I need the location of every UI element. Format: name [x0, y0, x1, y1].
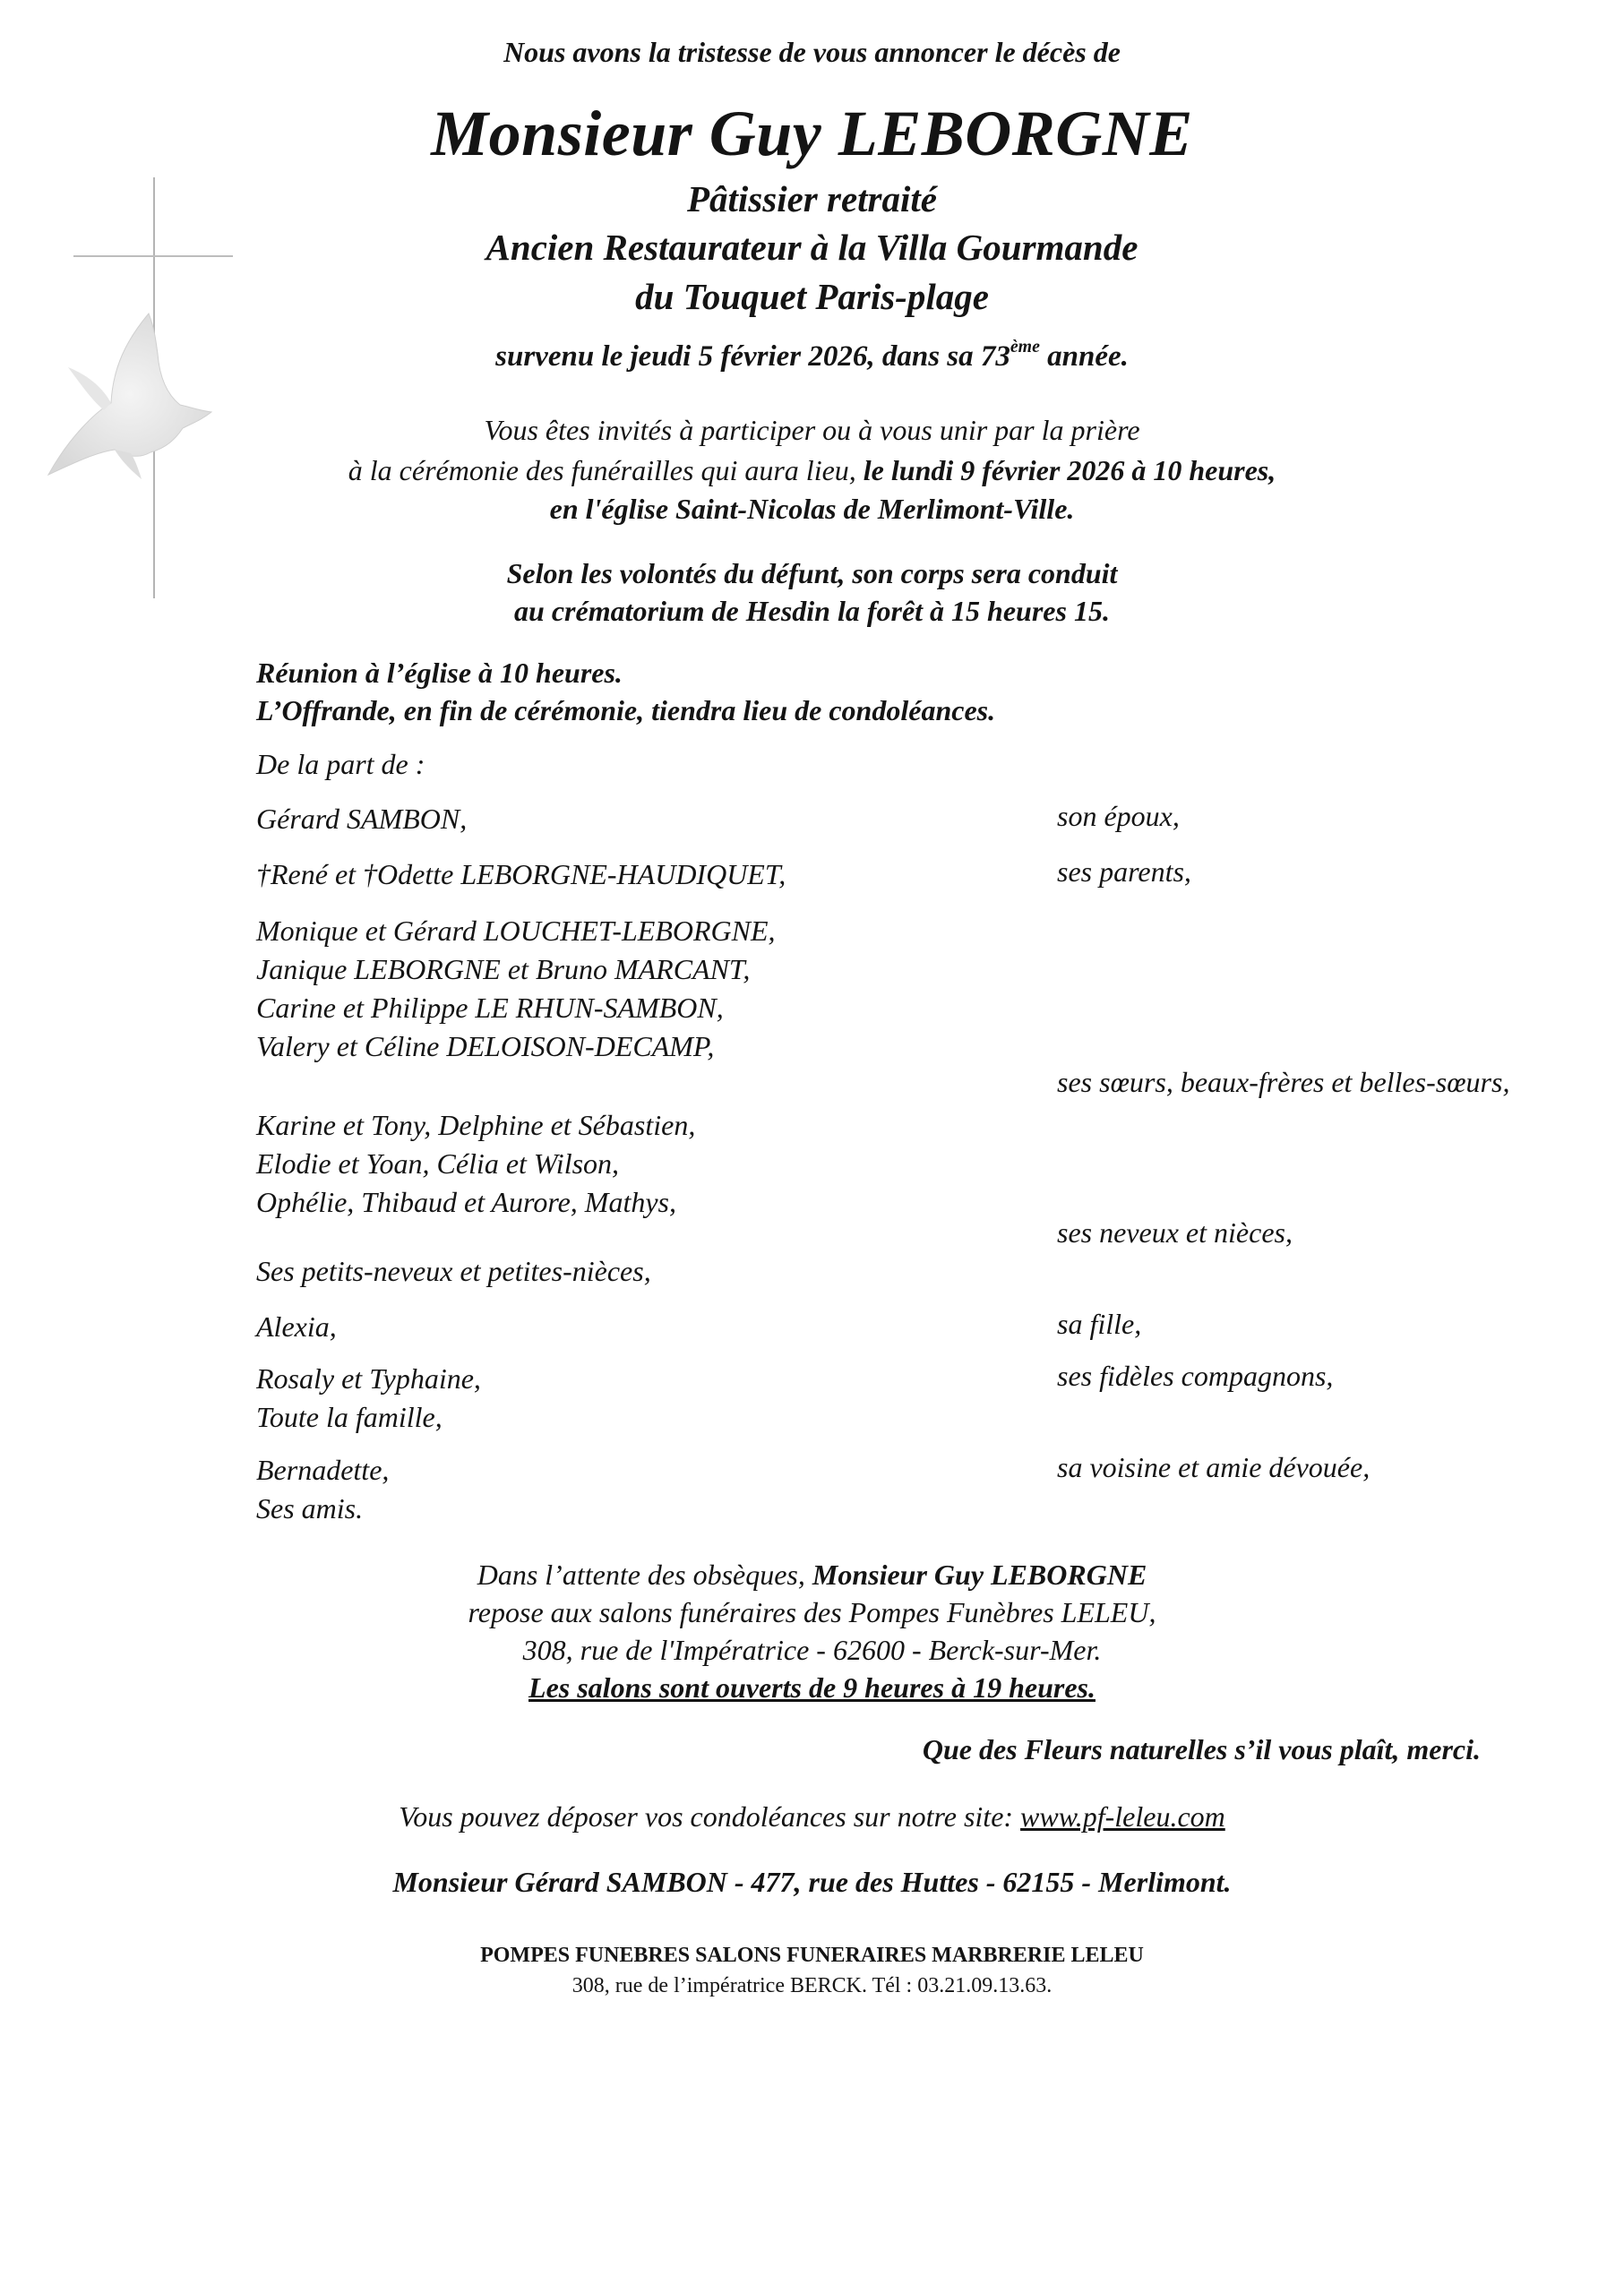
- meeting-line-1: Réunion à l’église à 10 heures.: [256, 657, 623, 689]
- profession-line-3: du Touquet Paris-plage: [635, 276, 989, 317]
- family-names-5: Ses petits-neveux et petites-nièces,: [256, 1255, 651, 1287]
- footer-company: POMPES FUNEBRES SALONS FUNERAIRES MARBRERIE LELEU: [480, 1944, 1144, 1967]
- family-names-6: Alexia,: [256, 1310, 337, 1343]
- wishes-line-1: Selon les volontés du défunt, son corps sera conduit: [506, 557, 1118, 589]
- family-relation-4: ses neveux et nièces,: [1057, 1216, 1293, 1249]
- family-relation-8: sa voisine et amie dévouée,: [1057, 1451, 1371, 1483]
- deceased-name: Monsieur Guy LEBORGNE: [431, 98, 1193, 169]
- family-names-8: Bernadette, Ses amis.: [256, 1454, 390, 1524]
- website-link[interactable]: www.pf-leleu.com: [1020, 1800, 1225, 1833]
- family-names-4: Karine et Tony, Delphine et Sébastien, Elodie et Yoan, Célia et Wilson, Ophélie, Thibaud et Aurore, Mathys,: [256, 1109, 696, 1218]
- intro-text: Nous avons la tristesse de vous annoncer le décès de: [503, 36, 1121, 68]
- profession-line-1: Pâtissier retraité: [686, 178, 937, 219]
- family-relation-3: ses sœurs, beaux-frères et belles-sœurs,: [1057, 1066, 1510, 1098]
- ceremony-line-2: à la cérémonie des funérailles qui aura lieu, le lundi 9 février 2026 à 10 heures,: [348, 454, 1276, 486]
- family-names-2: †René et †Odette LEBORGNE-HAUDIQUET,: [256, 858, 786, 890]
- footer-address: 308, rue de l’impératrice BERCK. Tél : 03.21.09.13.63.: [571, 1974, 1053, 1997]
- meeting-line-2: L’Offrande, en fin de cérémonie, tiendra lieu de condoléances.: [256, 694, 996, 726]
- profession-line-2: Ancien Restaurateur à la Villa Gourmande: [485, 227, 1139, 268]
- condolences-line: Vous pouvez déposer vos condoléances sur notre site: www.pf-leleu.com: [399, 1800, 1225, 1833]
- ceremony-line-1: Vous êtes invités à participer ou à vous unir par la prière: [484, 414, 1140, 446]
- wishes-line-2: au crématorium de Hesdin la forêt à 15 heures 15.: [514, 595, 1110, 627]
- family-relation-1: son époux,: [1057, 800, 1180, 832]
- ceremony-line-3: en l'église Saint-Nicolas de Merlimont-Ville.: [549, 493, 1075, 525]
- from-label: De la part de :: [256, 748, 425, 780]
- family-relation-2: ses parents,: [1057, 855, 1191, 888]
- family-relation-7: ses fidèles compagnons,: [1057, 1360, 1334, 1392]
- contact-address: Monsieur Gérard SAMBON - 477, rue des Huttes - 62155 - Merlimont.: [392, 1866, 1232, 1898]
- death-statement: survenu le jeudi 5 février 2026, dans sa 73ème année.: [495, 337, 1129, 373]
- family-relation-6: sa fille,: [1057, 1308, 1142, 1340]
- waiting-line-3: 308, rue de l'Impératrice - 62600 - Berck-sur-Mer.: [522, 1634, 1102, 1666]
- family-names-3: Monique et Gérard LOUCHET-LEBORGNE, Janique LEBORGNE et Bruno MARCANT, Carine et Philippe LE RHUN-SAMBON, Valery et Céline DELOISON-DECAMP,: [256, 915, 776, 1062]
- waiting-line-4: Les salons sont ouverts de 9 heures à 19 heures.: [528, 1671, 1096, 1704]
- family-names-7: Rosaly et Typhaine, Toute la famille,: [256, 1362, 481, 1433]
- family-names-1: Gérard SAMBON,: [256, 803, 468, 835]
- flowers-request: Que des Fleurs naturelles s’il vous plaît, merci.: [922, 1733, 1481, 1765]
- waiting-line-2: repose aux salons funéraires des Pompes Funèbres LELEU,: [468, 1596, 1156, 1628]
- waiting-line-1: Dans l’attente des obsèques, Monsieur Guy LEBORGNE: [477, 1559, 1147, 1591]
